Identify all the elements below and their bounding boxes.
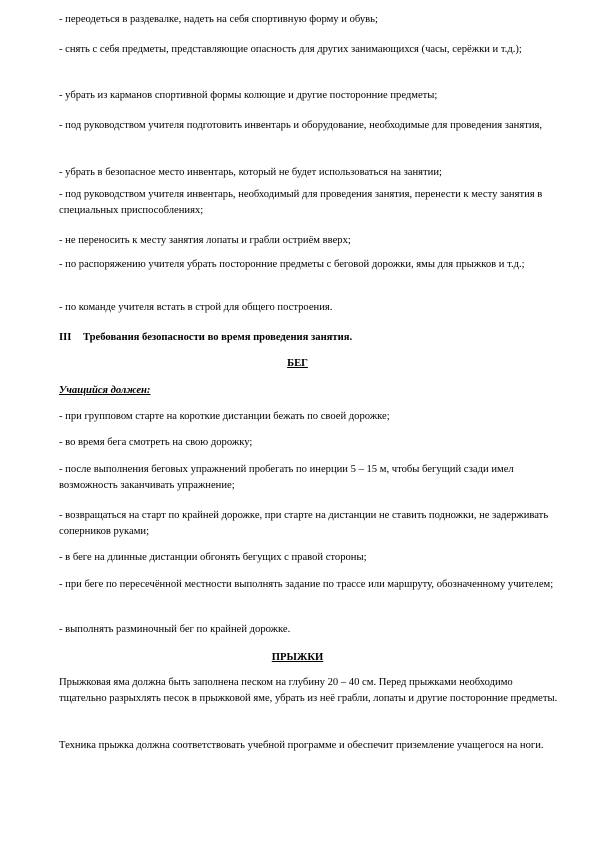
section-title: Требования безопасности во время проведения занятия. [83,332,353,343]
list-item: - снять с себя предметы, представляющие опасность для других занимающихся (часы, серёжки и т.д.); [59,44,522,55]
paragraph: Техника прыжка должна соответствовать учебной программе и обеспечит приземление учащегося на ноги. [59,740,544,751]
list-item: - переодеться в раздевалке, надеть на себя спортивную форму и обувь; [59,14,378,25]
list-item: - убрать в безопасное место инвентарь, который не будет использоваться на занятии; [59,167,442,178]
run-subheading: Учащийся должен: [59,385,151,396]
section-heading [59,330,559,346]
run-heading: БЕГ [287,358,308,369]
list-item: - выполнять разминочный бег по крайней дорожке. [59,624,291,635]
list-item: - в беге на длинные дистанции обгонять бегущих с правой стороны; [59,552,367,563]
list-item: - при групповом старте на короткие дистанции бежать по своей дорожке; [59,411,390,422]
list-item: - под руководством учителя подготовить инвентарь и оборудование, необходимые для проведения занятия, [59,120,543,131]
list-item: - по распоряжению учителя убрать посторонние предметы с беговой дорожки, ямы для прыжков и т.д.; [59,259,525,270]
section-number: III [59,332,72,343]
list-item: - после выполнения беговых упражнений пробегать по инерции 5 – 15 м, чтобы бегущий сзади имел возможность заканчивать упражнение; [59,464,514,491]
paragraph: Прыжковая яма должна быть заполнена песком на глубину 20 – 40 см. Перед прыжками необходимо тщательно разрыхлять песок в прыжковой яме, убрать из неё грабли, лопаты и другие посторонние предметы. [59,677,558,704]
list-item: - при беге по пересечённой местности выполнять задание по трассе или маршруту, обозначенному учителем; [59,579,554,590]
list-item: - не переносить к месту занятия лопаты и грабли остриём вверх; [59,235,351,246]
list-item: - убрать из карманов спортивной формы колющие и другие посторонние предметы; [59,90,438,101]
list-item: - под руководством учителя инвентарь, необходимый для проведения занятия, перенести к месту занятия в специальных приспособлениях; [59,189,543,216]
list-item: - по команде учителя встать в строй для общего построения. [59,302,333,313]
list-item: - во время бега смотреть на свою дорожку; [59,437,253,448]
list-item: - возвращаться на старт по крайней дорожке, при старте на дистанции не ставить подножки, не задерживать соперников руками; [59,510,549,537]
jumps-heading: ПРЫЖКИ [271,652,324,663]
